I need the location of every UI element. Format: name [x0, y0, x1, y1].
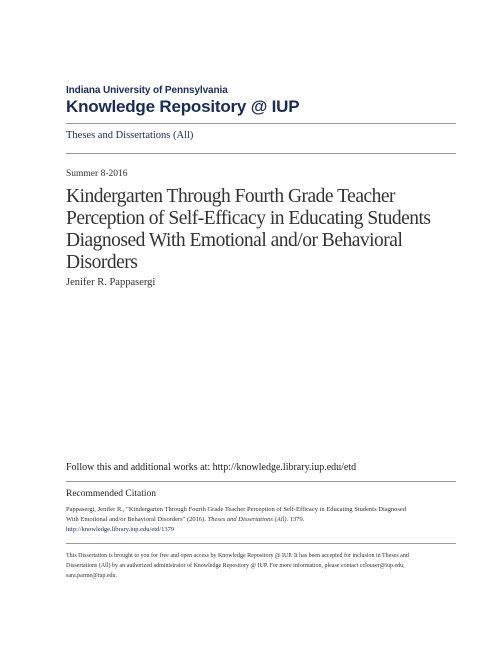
notice-line: sara.parme@iup.edu. [66, 573, 118, 579]
author-name: Jenifer R. Pappasergi [66, 277, 156, 288]
document-title [66, 186, 486, 274]
citation-series: Theses and Dissertations (All) [207, 516, 287, 523]
citation-number: . 1379. [286, 516, 305, 523]
citation-link[interactable]: http://knowledge.library.iup.edu/etd/1379 [66, 526, 175, 533]
title-line: Kindergarten Through Fourth Grade Teacher [66, 186, 396, 207]
notice-divider [66, 543, 456, 544]
institution-name: Indiana University of Pennsylvania [66, 85, 228, 96]
title-line: Diagnosed With Emotional and/or Behavioral [66, 230, 403, 251]
top-divider [66, 123, 456, 124]
recommended-citation-heading: Recommended Citation [66, 489, 156, 499]
repository-name[interactable]: Knowledge Repository @ IUP [66, 97, 300, 116]
citation-divider [66, 481, 456, 482]
citation-text [66, 505, 466, 535]
citation-line [66, 515, 466, 525]
series-divider [66, 153, 456, 154]
citation-line [66, 525, 466, 535]
citation-line: Pappasergi, Jenifer R., "Kindergarten Through Fourth Grade Teacher Perception of Self-Efficacy in Educating Students Diagnosed [66, 506, 407, 513]
title-line: Disorders [66, 252, 138, 273]
follow-text: Follow this and additional works at: [66, 462, 213, 473]
notice-line: This Dissertation is brought to you for free and open access by Knowledge Repository @ IUP. It has been accepted for inclusion in Theses and [66, 553, 409, 559]
citation-text-part: With Emotional and/or Behavioral Disorders" (2016). [66, 516, 208, 523]
access-notice [66, 551, 466, 581]
title-line: Perception of Self-Efficacy in Educating Students [66, 208, 431, 229]
follow-line [66, 462, 356, 473]
follow-link[interactable]: http://knowledge.library.iup.edu/etd [212, 462, 357, 473]
series-link[interactable]: Theses and Dissertations (All) [66, 130, 194, 141]
publication-date: Summer 8-2016 [66, 169, 128, 179]
notice-line: Dissertations (All) by an authorized administrator of Knowledge Repository @ IUP. For more information, please contact cclouser@iup.edu, [66, 563, 405, 569]
